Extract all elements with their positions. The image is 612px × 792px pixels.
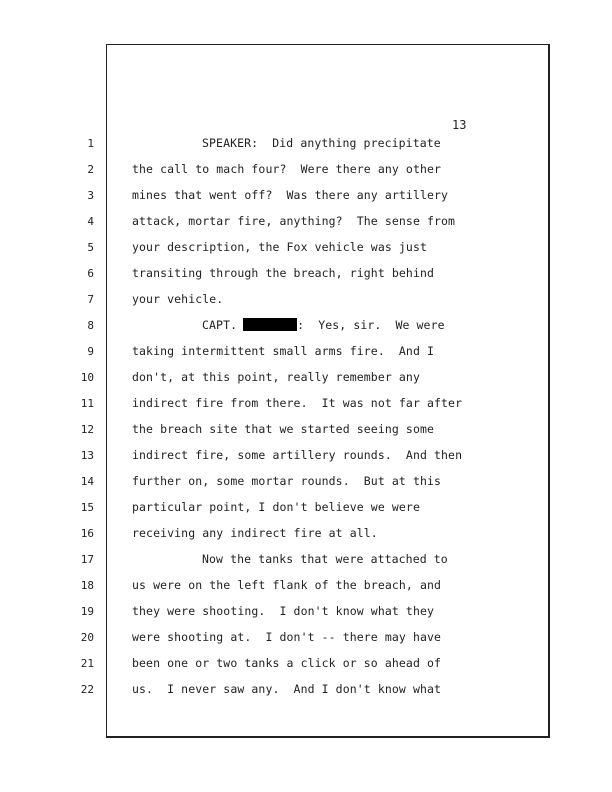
line-number: 20 [80, 631, 94, 644]
line-number: 21 [80, 657, 94, 670]
transcript-line: taking intermittent small arms fire. And I [132, 344, 435, 358]
line-number: 4 [87, 215, 94, 228]
transcript-line: mines that went off? Was there any artillery [132, 188, 449, 202]
line-number: 14 [80, 475, 94, 488]
line-number: 19 [80, 605, 94, 618]
transcript-line: the call to mach four? Were there any other [132, 162, 442, 176]
transcript-line: us. I never saw any. And I don't know what [132, 682, 442, 696]
transcript-line: Now the tanks that were attached to [202, 552, 448, 566]
transcript-line: indirect fire from there. It was not far after [132, 396, 463, 410]
line-number: 2 [87, 163, 94, 176]
transcript-line: your description, the Fox vehicle was just [132, 240, 427, 254]
line-number: 16 [80, 527, 94, 540]
transcript-line: been one or two tanks a click or so ahead of [132, 656, 442, 670]
line-number: 15 [80, 501, 94, 514]
page-number: 13 [452, 118, 467, 132]
line-number: 10 [80, 371, 94, 384]
line-number: 9 [87, 345, 94, 358]
line-number: 13 [80, 449, 94, 462]
line-number: 8 [87, 319, 94, 332]
transcript-line: were shooting at. I don't -- there may have [132, 630, 442, 644]
transcript-line: SPEAKER: Did anything precipitate [202, 136, 441, 150]
speaker-label: CAPT. [202, 318, 238, 332]
line-number: 17 [80, 553, 94, 566]
line-number: 5 [87, 241, 94, 254]
redaction-box [243, 318, 297, 331]
speaker-response: : Yes, sir. We were [297, 318, 445, 332]
transcript-line: don't, at this point, really remember any [132, 370, 420, 384]
line-number: 3 [87, 189, 94, 202]
line-number: 6 [87, 267, 94, 280]
transcript-line-speaker [202, 318, 445, 332]
line-number: 18 [80, 579, 94, 592]
line-number-rule [106, 130, 107, 722]
transcript-line: receiving any indirect fire at all. [132, 526, 378, 540]
transcript-line: particular point, I don't believe we were [132, 500, 420, 514]
transcript-line: they were shooting. I don't know what they [132, 604, 435, 618]
transcript-line: us were on the left flank of the breach, and [132, 578, 442, 592]
line-number: 12 [80, 423, 94, 436]
transcript-line: attack, mortar fire, anything? The sense from [132, 214, 456, 228]
transcript-line: transiting through the breach, right behind [132, 266, 435, 280]
line-number: 1 [87, 137, 94, 150]
transcript-line: the breach site that we started seeing some [132, 422, 435, 436]
line-number: 7 [87, 293, 94, 306]
transcript-line: further on, some mortar rounds. But at this [132, 474, 442, 488]
transcript-line: your vehicle. [132, 292, 224, 306]
line-number: 22 [80, 683, 94, 696]
line-number: 11 [80, 397, 94, 410]
transcript-line: indirect fire, some artillery rounds. And then [132, 448, 463, 462]
